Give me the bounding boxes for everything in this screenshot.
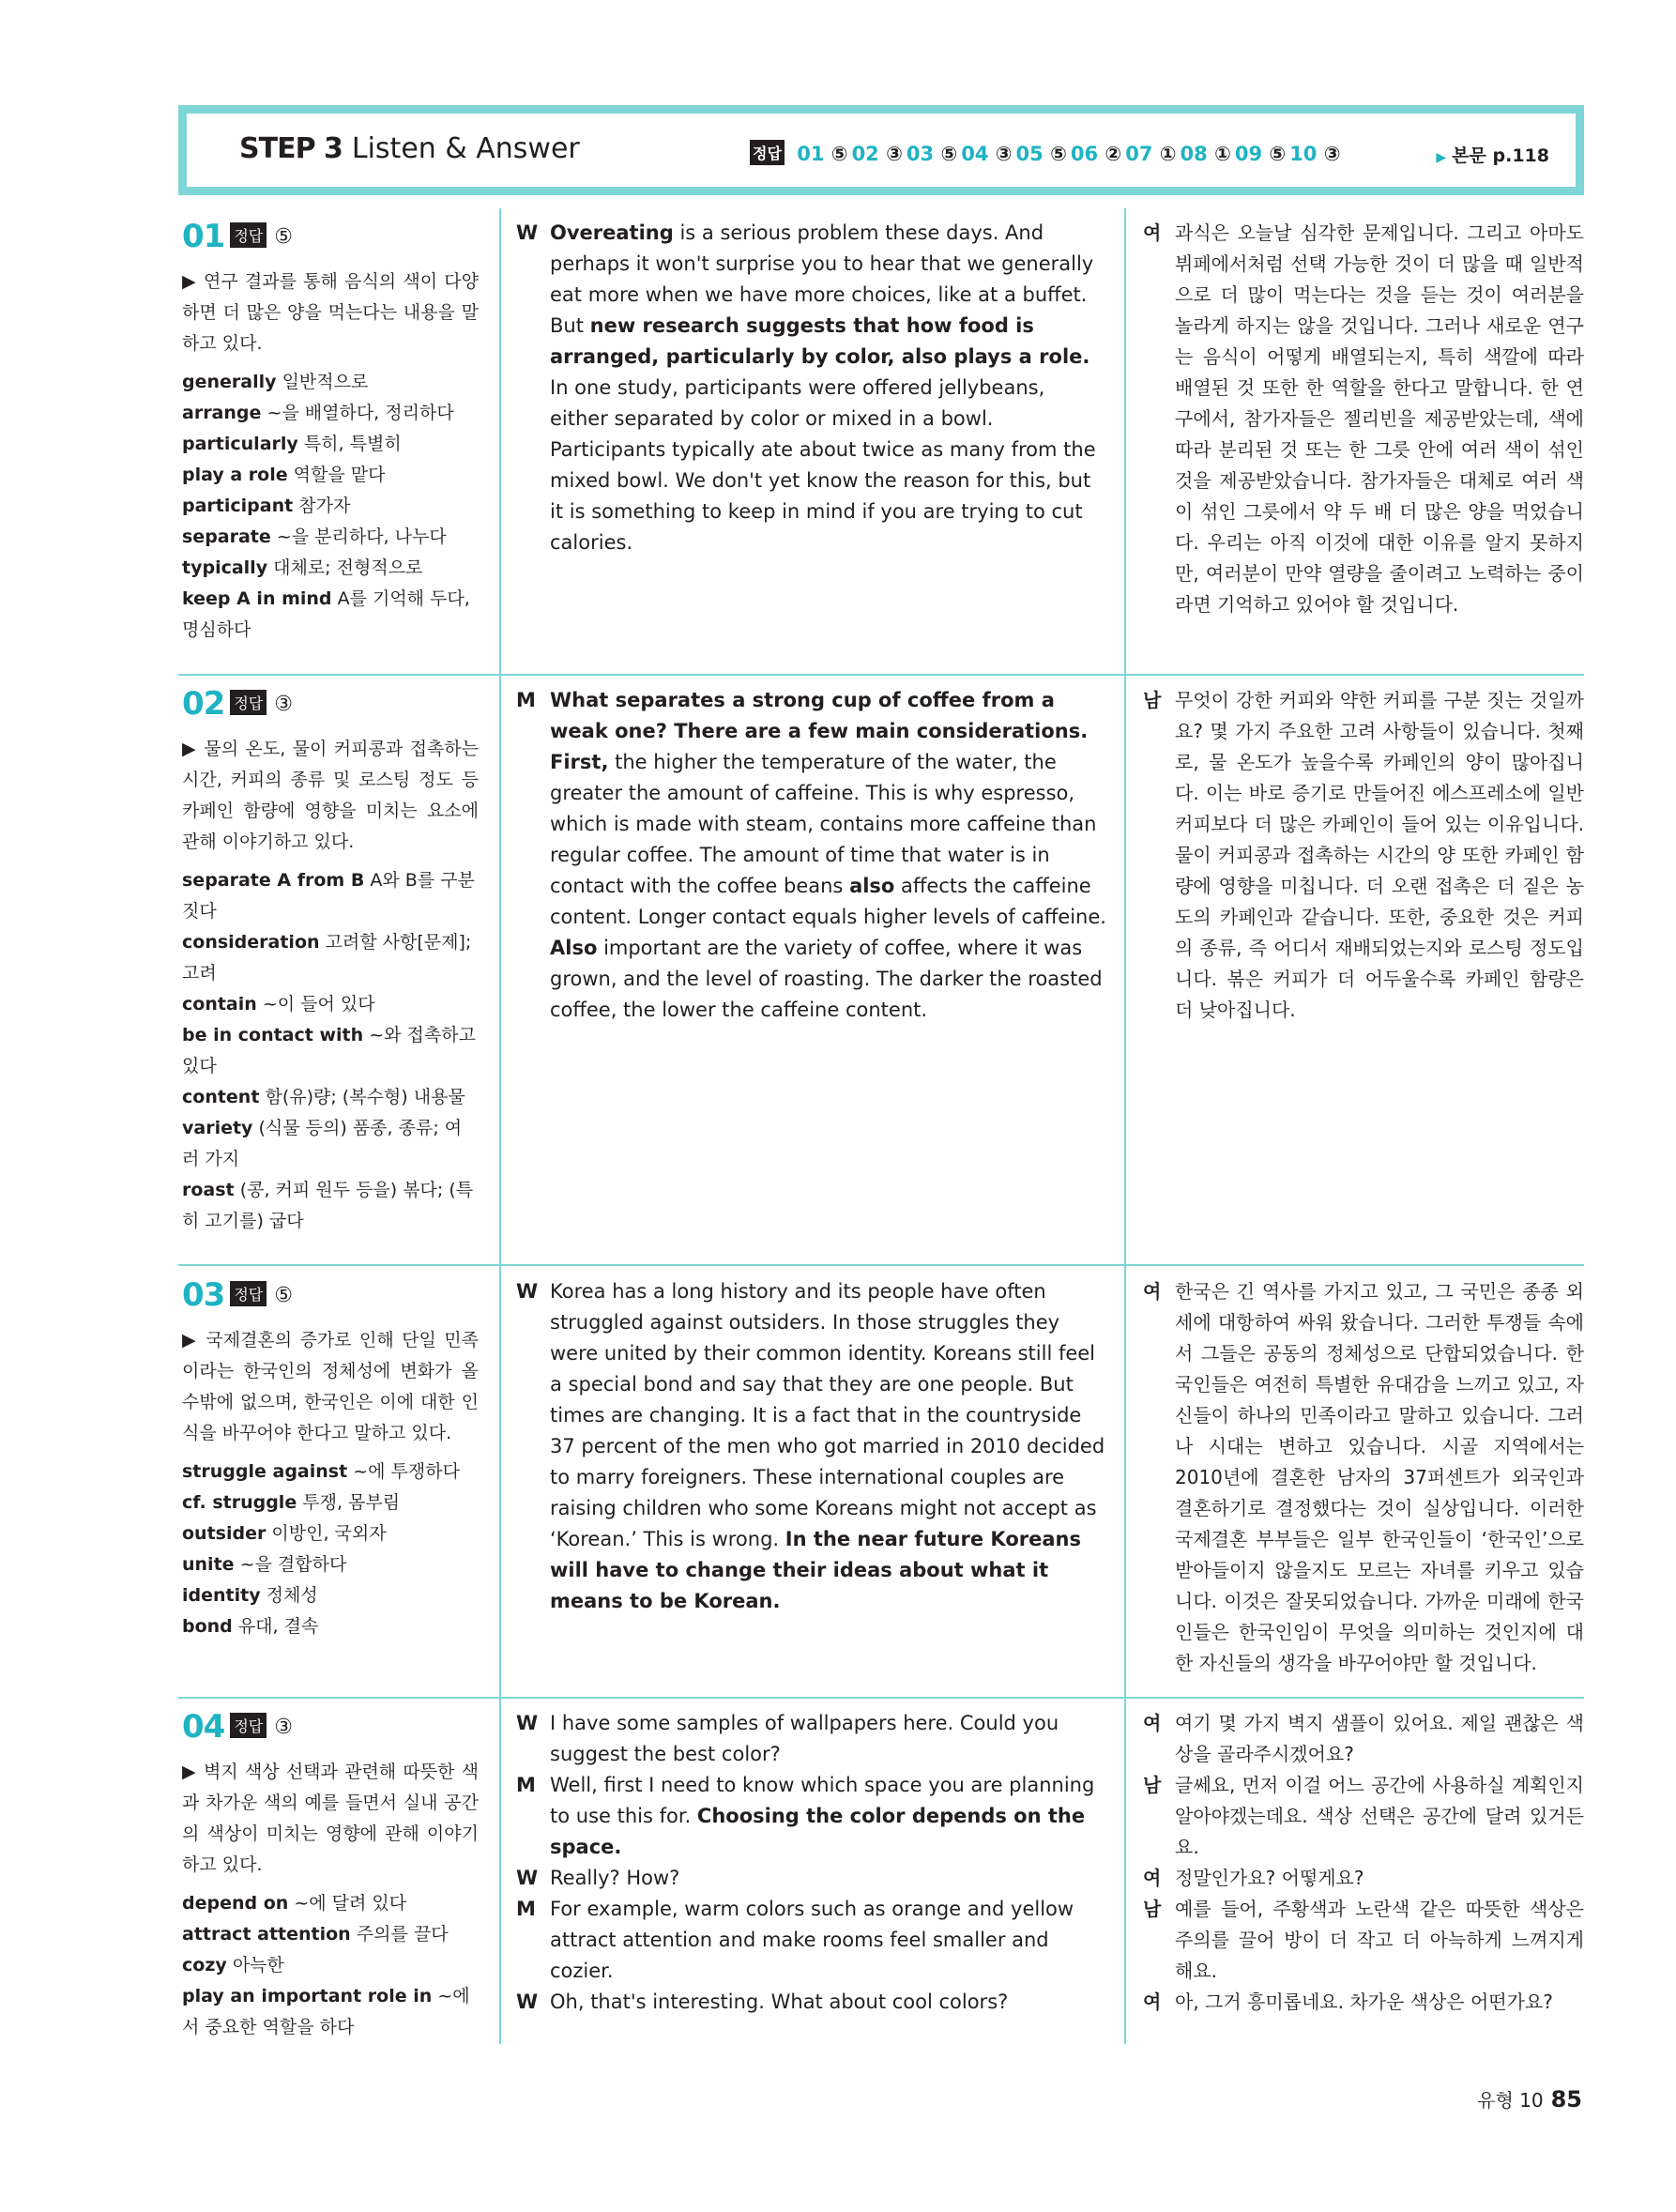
vocab-meaning: 참가자 (298, 496, 351, 516)
question-number: 04 (182, 1708, 225, 1746)
korean-translation (1143, 685, 1584, 1026)
english-script (516, 218, 1107, 558)
key-sentence: What separates a strong cup of coffee from a weak one? There are a few main considerations. First, (550, 689, 1089, 773)
vocab-meaning: 유대, 결속 (237, 1616, 319, 1637)
script-line (516, 1770, 1107, 1863)
script-line (516, 218, 1107, 558)
script-segment: the higher the temperature of the water, the greater the amount of caffeine. This is why espresso, which is made with steam, contains more caffeine than regular coffee. The amount of time that water is in contact with the coffee beans (550, 751, 1097, 897)
script-segment: I have some samples of wallpapers here. Could you suggest the best color? (550, 1712, 1059, 1765)
answer-choice: ⑤ (830, 143, 848, 165)
vocab-term: cozy (182, 1955, 227, 1976)
korean-translation (1143, 218, 1584, 620)
answer-choice: ⑤ (940, 143, 958, 165)
footer-label: 유형 10 (1477, 2089, 1544, 2112)
answer-choice: ③ (1323, 143, 1341, 165)
answer-number: 06 (1070, 143, 1099, 165)
vocab-meaning: ~이 들어 있다 (262, 994, 375, 1014)
question-notes (182, 1708, 479, 2043)
script-text (550, 1894, 1107, 1987)
vocab-meaning: 특히, 특별히 (303, 434, 402, 454)
vocab-meaning: A를 기억해 두다, 명심하다 (182, 588, 470, 640)
script-line (516, 1987, 1107, 2018)
step-header-inner (187, 114, 1576, 187)
script-text (550, 685, 1107, 1026)
english-script (516, 1708, 1107, 2018)
question-notes (182, 685, 479, 1237)
speaker-label: 남 (1143, 689, 1162, 711)
key-sentence: new research suggests that how food is arranged, particularly by color, also plays a role. (550, 314, 1090, 368)
vocab-item (182, 398, 479, 429)
answer-key (750, 140, 1345, 165)
script-segment: In one study, participants were offered jellybeans, either separated by color or mixed in a bowl. Participants typically ate about twice as many from the mixed bowl. We don't yet know the reason for this, but it is something to keep in mind if you are trying to cut calories. (550, 376, 1096, 554)
script-line (516, 1276, 1107, 1617)
vocab-item (182, 553, 479, 584)
translation-line (1143, 218, 1584, 620)
translation-text: 아, 그거 흥미롭네요. 차가운 색상은 어떤가요? (1175, 1991, 1553, 2013)
key-sentence: In the near future Koreans will have to change their ideas about what it means to be Korean. (550, 1528, 1081, 1612)
translation-text: 과식은 오늘날 심각한 문제입니다. 그리고 아마도 뷔페에서처럼 선택 가능한 것이 더 많을 때 일반적으로 더 많이 먹는다는 것을 듣는 것이 여러분을 놀라게 하지는 않을 것입니다. 그러나 새로운 연구는 음식이 어떻게 배열되는지, 특히 색깔에 따라 배열된 것 또한 한 역할을 한다고 말합니다. 한 연구에서, 참가자들은 젤리빈을 제공받았는데, 색에 따라 분리된 것 또는 한 그릇 안에 여러 색이 섞인 것을 제공받았습니다. 참가자들은 대체로 여러 색이 섞인 그릇에서 약 두 배 더 많은 양을 먹었습니다. 우리는 아직 이것에 대한 이유를 알지 못하지만, 여러분이 만약 열량을 줄이려고 노력하는 중이라면 기억하고 있어야 할 것입니다. (1175, 221, 1584, 616)
vocabulary-list (182, 865, 479, 1237)
key-sentence: Choosing the color depends on the space. (550, 1805, 1086, 1858)
vocab-term: generally (182, 372, 277, 392)
step-header (178, 105, 1584, 195)
section-divider (178, 1697, 1584, 1699)
answer-badge: 정답 (750, 140, 785, 165)
script-segment: Oh, that's interesting. What about cool colors? (550, 1991, 1009, 2013)
vocab-meaning: 투쟁, 몸부림 (302, 1492, 401, 1513)
vocab-meaning: 함(유)량; (복수형) 내용물 (265, 1087, 465, 1107)
speaker-label: 여 (1143, 1280, 1162, 1303)
translation-text: 예를 들어, 주황색과 노란색 같은 따뜻한 색상은 주의를 끌어 방이 더 작고 더 아늑하게 느껴지게 해요. (1175, 1898, 1584, 1982)
vocab-meaning: ~에서 중요한 역할을 하다 (182, 1986, 470, 2037)
page-ref-page: p.118 (1492, 145, 1549, 166)
vocab-meaning: ~에 달려 있다 (294, 1893, 407, 1914)
vocab-term: play an important role in (182, 1986, 433, 2006)
vocab-meaning: 일반적으로 (282, 372, 369, 392)
answer-number: 03 (906, 143, 935, 165)
speaker-label: W (516, 1991, 539, 2013)
vocab-term: variety (182, 1118, 253, 1138)
vocab-term: unite (182, 1554, 235, 1575)
answer-choice: ② (1105, 143, 1122, 165)
translation-line (1143, 1894, 1584, 1987)
step-subtitle: Listen & Answer (351, 132, 580, 165)
vocab-term: consideration (182, 932, 320, 953)
answer-badge: 정답 (230, 690, 267, 715)
vocab-term: contain (182, 994, 257, 1014)
page-number: 85 (1550, 2086, 1582, 2113)
key-sentence: Overeating (550, 221, 674, 244)
vocab-item (182, 1919, 479, 1950)
speaker-label: M (516, 1774, 536, 1796)
vocab-term: separate A from B (182, 870, 365, 891)
english-script (516, 1276, 1107, 1617)
speaker-label: 여 (1143, 1991, 1162, 2013)
question-heading (182, 1708, 479, 1746)
vocabulary-list (182, 1457, 479, 1642)
vocab-meaning: ~와 접촉하고 있다 (182, 1025, 476, 1076)
answer-choice: ③ (274, 1716, 293, 1739)
question-number: 01 (182, 218, 225, 255)
vocab-meaning: 대체로; 전형적으로 (273, 557, 423, 578)
vocab-term: keep A in mind (182, 588, 332, 609)
vocab-term: arrange (182, 403, 262, 423)
answer-number: 09 (1234, 143, 1263, 165)
vocab-item (182, 1888, 479, 1919)
vocab-term: bond (182, 1616, 233, 1637)
speaker-label: W (516, 1280, 539, 1303)
translation-text: 무엇이 강한 커피와 약한 커피를 구분 짓는 것일까요? 몇 가지 주요한 고려 사항들이 있습니다. 첫째로, 물 온도가 높을수록 카페인의 양이 많아집니다. 이는 바로 증기로 만들어진 에스프레소에 일반 커피보다 더 많은 카페인이 들어 있는 이유입니다. 물이 커피콩과 접촉하는 시간의 양 또한 카페인 함량에 영향을 미칩니다. 더 오랜 접촉은 더 짙은 농도의 카페인과 같습니다. 또한, 중요한 것은 커피의 종류, 즉 어디서 재배되었는지와 로스팅 정도입니다. 볶은 커피가 더 어두울수록 카페인 함량은 더 낮아집니다. (1175, 689, 1584, 1021)
vocab-term: separate (182, 526, 271, 547)
vocab-meaning: 고려할 사항[문제]; 고려 (182, 932, 472, 984)
vocab-meaning: (콩, 커피 원두 등을) 볶다; (특히 고기를) 굽다 (182, 1180, 474, 1231)
question-heading (182, 1276, 479, 1314)
speaker-label: M (516, 689, 536, 711)
vocab-item (182, 1113, 479, 1175)
question-summary: ▶ 벽지 색상 선택과 관련해 따뜻한 색과 차가운 색의 예를 들면서 실내 공간의 색상이 미치는 영향에 관해 이야기하고 있다. (182, 1762, 479, 1875)
korean-translation (1143, 1708, 1584, 2018)
answer-number: 02 (851, 143, 879, 165)
vocab-term: outsider (182, 1523, 267, 1544)
translation-line (1143, 1770, 1584, 1863)
script-line (516, 1863, 1107, 1894)
translation-line (1143, 1863, 1584, 1894)
translation-text: 정말인가요? 어떻게요? (1175, 1867, 1364, 1889)
vocab-item (182, 1457, 479, 1487)
script-line (516, 685, 1107, 1026)
question-number: 02 (182, 685, 225, 723)
vocab-term: play a role (182, 465, 288, 485)
answer-choice: ③ (995, 143, 1013, 165)
vocab-meaning: ~을 배열하다, 정리하다 (267, 403, 454, 423)
vocab-item (182, 1950, 479, 1981)
vocab-meaning: ~을 분리하다, 나누다 (276, 526, 447, 547)
script-text (550, 1708, 1107, 1770)
answer-choice: ⑤ (1269, 143, 1287, 165)
triangle-icon: ▶ (1436, 150, 1447, 165)
answer-choice: ③ (886, 143, 903, 165)
vocabulary-list (182, 1888, 479, 2043)
answer-number: 07 (1125, 143, 1153, 165)
korean-translation (1143, 1276, 1584, 1679)
translation-line (1143, 685, 1584, 1026)
speaker-label: 여 (1143, 221, 1162, 244)
answer-choice: ① (1159, 143, 1177, 165)
script-segment: Really? How? (550, 1867, 680, 1889)
speaker-label: 남 (1143, 1898, 1162, 1920)
question-summary: ▶ 국제결혼의 증가로 인해 단일 민족이라는 한국인의 정체성에 변화가 올 수밖에 없으며, 한국인은 이에 대한 인식을 바꾸어야 한다고 말하고 있다. (182, 1330, 479, 1443)
vocab-meaning: 이방인, 국외자 (271, 1523, 387, 1544)
page-ref-label: 본문 (1452, 145, 1486, 166)
vocab-term: content (182, 1087, 260, 1107)
script-segment: is a serious problem these days. And perhaps it won't surprise you to hear that we generally eat more when we have more choices, like at a buffet. But (550, 221, 1094, 337)
answer-number: 05 (1015, 143, 1044, 165)
question-summary: ▶ 연구 결과를 통해 음식의 색이 다양하면 더 많은 양을 먹는다는 내용을 말하고 있다. (182, 271, 479, 354)
vocab-item (182, 584, 479, 646)
translation-text: 글쎄요, 먼저 이걸 어느 공간에 사용하실 계획인지 알아야겠는데요. 색상 선택은 공간에 달려 있거든요. (1175, 1774, 1584, 1858)
key-sentence: Also (550, 937, 598, 959)
answer-choice: ① (1214, 143, 1231, 165)
column-divider (499, 208, 501, 2044)
vocab-item (182, 1487, 479, 1518)
script-segment: important are the variety of coffee, where it was grown, and the level of roasting. The darker the roasted coffee, the lower the caffeine content. (550, 937, 1103, 1021)
vocab-meaning: 아늑한 (232, 1955, 284, 1976)
answer-badge: 정답 (230, 1281, 267, 1306)
translation-line (1143, 1708, 1584, 1770)
vocab-term: roast (182, 1180, 235, 1200)
answer-number: 01 (797, 143, 825, 165)
question-heading (182, 685, 479, 723)
vocab-term: struggle against (182, 1461, 348, 1482)
vocab-item (182, 1981, 479, 2043)
script-text (550, 1770, 1107, 1863)
vocab-item (182, 522, 479, 553)
answer-choice: ⑤ (274, 225, 293, 249)
translation-text: 한국은 긴 역사를 가지고 있고, 그 국민은 종종 외세에 대항하여 싸워 왔습니다. 그러한 투쟁들 속에서 그들은 공동의 정체성으로 단합되었습니다. 한국인들은 여전히 특별한 유대감을 느끼고 있고, 자신들이 하나의 민족이라고 말하고 있습니다. 그러나 시대는 변하고 있습니다. 시골 지역에서는 2010년에 결혼한 남자의 37퍼센트가 외국인과 결혼하기로 결정했다는 것이 실상입니다. 이러한 국제결혼 부부들은 일부 한국인들이 ‘한국인’으로 받아들이지 않을지도 모르는 자녀를 키우고 있습니다. 이것은 잘못되었습니다. 가까운 미래에 한국인들은 한국인임이 무엇을 의미하는 것인지에 대한 자신들의 생각을 바꾸어야만 할 것입니다. (1175, 1280, 1584, 1674)
vocab-item (182, 1549, 479, 1580)
page-footer (1477, 2085, 1582, 2113)
vocab-term: be in contact with (182, 1025, 364, 1045)
vocab-meaning: ~을 결합하다 (239, 1554, 347, 1575)
script-text (550, 218, 1107, 558)
script-text (550, 1863, 1107, 1894)
answer-choice: ⑤ (1050, 143, 1067, 165)
vocab-meaning: 주의를 끌다 (356, 1924, 449, 1945)
vocab-item (182, 1175, 479, 1237)
speaker-label: 여 (1143, 1867, 1162, 1889)
speaker-label: 남 (1143, 1774, 1162, 1796)
vocab-term: attract attention (182, 1924, 351, 1945)
answer-badge: 정답 (230, 222, 267, 248)
answer-number: 10 (1289, 143, 1318, 165)
translation-text: 여기 몇 가지 벽지 샘플이 있어요. 제일 괜찮은 색상을 골라주시겠어요? (1175, 1712, 1584, 1765)
vocab-term: identity (182, 1585, 261, 1606)
section-divider (178, 1264, 1584, 1266)
question-notes (182, 1276, 479, 1642)
script-text (550, 1276, 1107, 1617)
vocab-item (182, 460, 479, 491)
speaker-label: 여 (1143, 1712, 1162, 1734)
vocab-item (182, 367, 479, 398)
answer-number: 08 (1180, 143, 1208, 165)
vocab-meaning: (식물 등의) 품종, 종류; 여러 가지 (182, 1118, 463, 1169)
speaker-label: W (516, 1712, 539, 1734)
script-text (550, 1987, 1107, 2018)
answer-choice: ⑤ (274, 1284, 293, 1307)
step-title (239, 132, 580, 165)
vocabulary-list (182, 367, 479, 646)
english-script (516, 685, 1107, 1026)
question-heading (182, 218, 479, 255)
vocab-term: typically (182, 557, 268, 578)
vocab-term: depend on (182, 1893, 289, 1914)
page-reference (1436, 142, 1549, 167)
vocab-item (182, 989, 479, 1020)
vocab-item (182, 1580, 479, 1611)
vocab-item (182, 927, 479, 989)
vocab-term: participant (182, 496, 294, 516)
vocab-term: particularly (182, 434, 298, 454)
vocab-meaning: ~에 투쟁하다 (353, 1461, 460, 1482)
speaker-label: W (516, 221, 539, 244)
vocab-item (182, 865, 479, 927)
vocab-item (182, 1611, 479, 1642)
script-segment: For example, warm colors such as orange and yellow attract attention and make rooms feel smaller and cozier. (550, 1898, 1074, 1982)
script-line (516, 1894, 1107, 1987)
answer-choice: ③ (274, 693, 293, 716)
speaker-label: M (516, 1898, 536, 1920)
script-segment: Well, first I need to know which space you are planning to use this for. (550, 1774, 1095, 1827)
question-summary: ▶ 물의 온도, 물이 커피콩과 접촉하는 시간, 커피의 종류 및 로스팅 정도 등 카페인 함량에 영향을 미치는 요소에 관해 이야기하고 있다. (182, 739, 479, 852)
step-label: STEP 3 (239, 132, 343, 165)
vocab-meaning: A와 B를 구분 짓다 (182, 870, 475, 922)
script-line (516, 1708, 1107, 1770)
column-divider (1124, 208, 1126, 2044)
question-number: 03 (182, 1276, 225, 1314)
vocab-item (182, 429, 479, 460)
script-segment: affects the caffeine content. Longer contact equals higher levels of caffeine. (550, 875, 1106, 928)
vocab-item (182, 1518, 479, 1549)
key-sentence: also (849, 875, 895, 897)
answer-badge: 정답 (230, 1713, 267, 1738)
vocab-meaning: 역할을 맡다 (293, 465, 386, 485)
speaker-label: W (516, 1867, 539, 1889)
vocab-item (182, 1082, 479, 1113)
vocab-item (182, 1020, 479, 1082)
translation-line (1143, 1276, 1584, 1679)
vocab-term: cf. struggle (182, 1492, 297, 1513)
vocab-item (182, 491, 479, 522)
section-divider (178, 674, 1584, 676)
script-segment: Korea has a long history and its people have often struggled against outsiders. In those struggles they were united by their common identity. Koreans still feel a special bond and say that they are one people. But times are changing. It is a fact that in the countryside 37 percent of the men who got married in 2010 decided to marry foreigners. These international couples are raising children who some Koreans might not accept as ‘Korean.’ This is wrong. (550, 1280, 1105, 1550)
question-notes (182, 218, 479, 646)
answer-number: 04 (961, 143, 989, 165)
vocab-meaning: 정체성 (266, 1585, 318, 1606)
translation-line (1143, 1987, 1584, 2018)
